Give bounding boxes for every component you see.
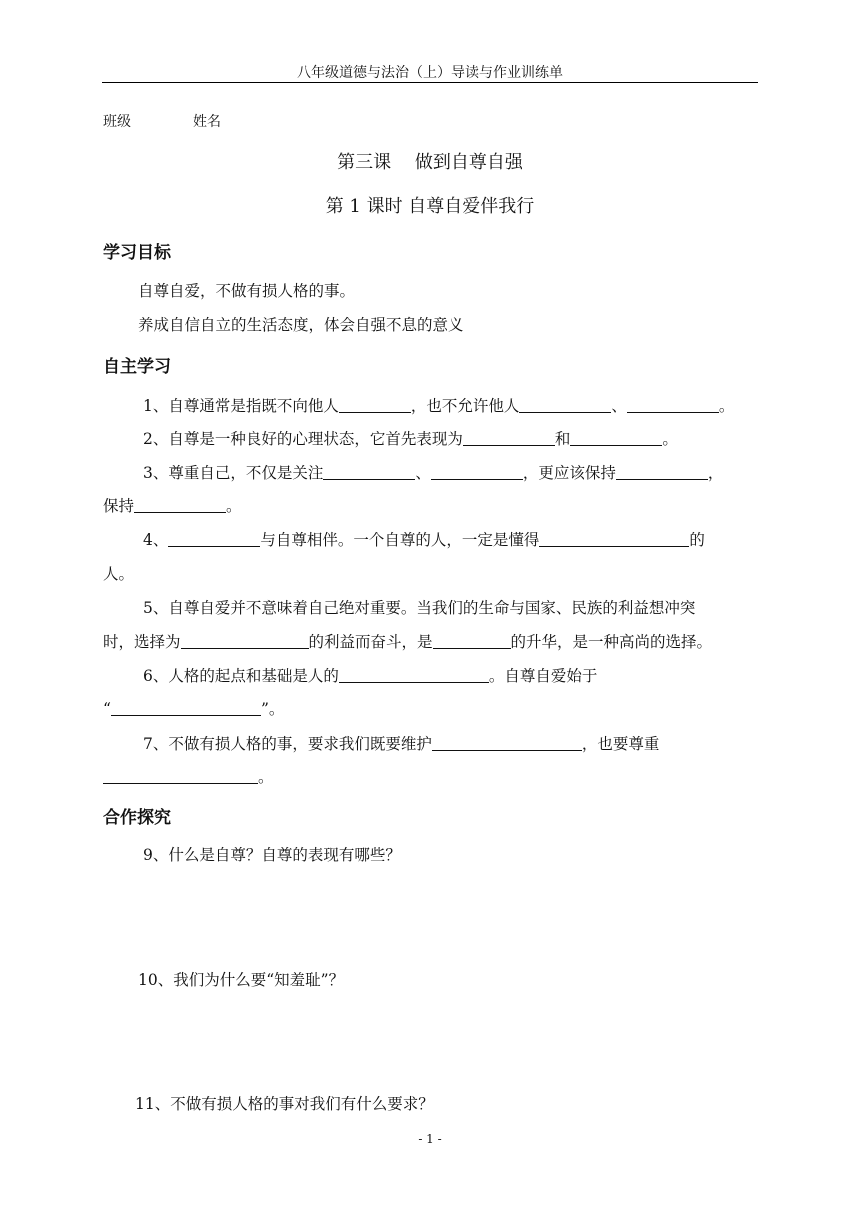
answer-blank[interactable] xyxy=(339,667,489,684)
class-label: 班级 xyxy=(103,114,131,130)
question-3-cont: 保持 。 xyxy=(103,497,242,515)
goal-item: 养成自信自立的生活态度，体会自强不息的意义 xyxy=(138,316,464,334)
question-11: 11、不做有损人格的事对我们有什么要求？ xyxy=(135,1095,434,1113)
answer-blank[interactable] xyxy=(539,531,689,548)
name-label: 姓名 xyxy=(193,114,221,130)
answer-blank[interactable] xyxy=(103,768,258,785)
answer-blank[interactable] xyxy=(433,633,511,650)
answer-blank[interactable] xyxy=(181,633,309,650)
answer-blank[interactable] xyxy=(519,397,611,414)
question-9: 9、什么是自尊？自尊的表现有哪些？ xyxy=(143,846,401,864)
answer-blank[interactable] xyxy=(339,397,411,414)
answer-blank[interactable] xyxy=(616,464,708,481)
answer-blank[interactable] xyxy=(432,735,582,752)
question-2: 2、自尊是一种良好的心理状态，它首先表现为 和 。 xyxy=(143,430,678,448)
answer-blank[interactable] xyxy=(134,497,226,514)
answer-blank[interactable] xyxy=(111,700,261,717)
question-5: 5、自尊自爱并不意味着自己绝对重要。当我们的生命与国家、民族的利益想冲突 xyxy=(143,599,696,617)
self-study-heading: 自主学习 xyxy=(103,357,171,377)
question-6-cont: “ ”。 xyxy=(103,700,285,718)
cooperation-heading: 合作探究 xyxy=(103,808,171,828)
question-7-cont: 。 xyxy=(103,765,274,787)
page-number: - 1 - xyxy=(418,1132,442,1146)
question-1: 1、自尊通常是指既不向他人 ，也不允许他人 、 。 xyxy=(143,397,735,415)
answer-blank[interactable] xyxy=(463,430,555,447)
question-6: 6、人格的起点和基础是人的 。自尊自爱始于 xyxy=(143,667,598,685)
answer-blank[interactable] xyxy=(323,464,415,481)
answer-blank[interactable] xyxy=(627,397,719,414)
header-title: 八年级道德与法治（上）导读与作业训练单 xyxy=(297,65,563,81)
question-10: 10、我们为什么要“知羞耻”？ xyxy=(138,971,345,989)
question-3: 3、尊重自己，不仅是关注 、 ，更应该保持 ， xyxy=(143,464,724,482)
goal-item: 自尊自爱，不做有损人格的事。 xyxy=(138,282,356,300)
question-4-cont: 人。 xyxy=(103,565,135,583)
question-4: 4、 与自尊相伴。一个自尊的人，一定是懂得 的 xyxy=(143,531,705,549)
answer-blank[interactable] xyxy=(168,531,260,548)
question-5-cont: 时，选择为 的利益而奋斗，是 的升华，是一种高尚的选择。 xyxy=(103,633,713,651)
answer-blank[interactable] xyxy=(431,464,523,481)
lesson-title: 第三课 做到自尊自强 xyxy=(337,152,523,173)
header-rule xyxy=(102,82,758,83)
question-7: 7、不做有损人格的事，要求我们既要维护 ，也要尊重 xyxy=(143,735,660,753)
goals-heading: 学习目标 xyxy=(103,243,171,263)
lesson-subtitle: 第 1 课时 自尊自爱伴我行 xyxy=(325,196,535,217)
answer-blank[interactable] xyxy=(570,430,662,447)
